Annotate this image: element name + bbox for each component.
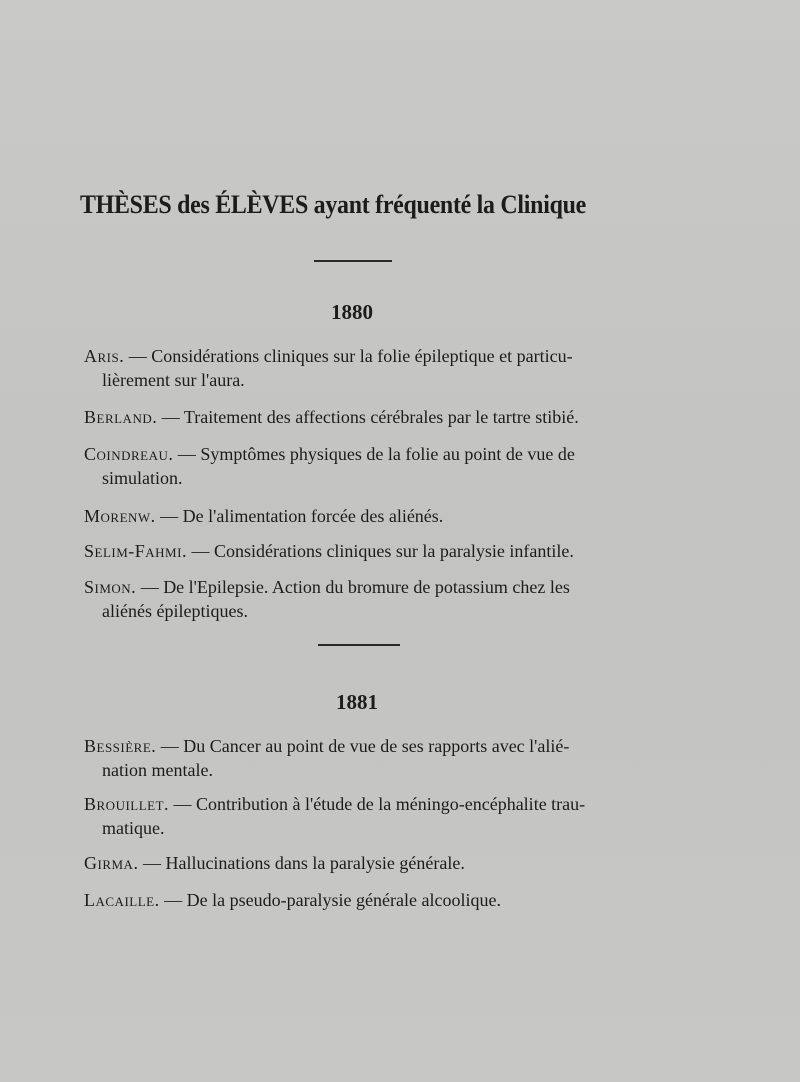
entry-text: — Symptômes physiques de la folie au point de vue de [173, 444, 575, 464]
entry-continuation: lièrement sur l'aura. [102, 370, 245, 390]
entry-continuation: simulation. [102, 468, 183, 488]
section-year: 1880 [331, 300, 373, 324]
thesis-entry [84, 344, 632, 392]
entry-continuation: aliénés épileptiques. [102, 601, 248, 621]
thesis-entry [84, 504, 632, 528]
entry-text: — Considérations cliniques sur la folie épileptique et particu- [124, 346, 573, 366]
thesis-entry [84, 734, 632, 782]
entry-text: — Considérations cliniques sur la paralysie infantile. [186, 541, 574, 561]
entry-text: — Du Cancer au point de vue de ses rapports avec l'alié- [156, 736, 570, 756]
entry-author: Berland. [84, 407, 158, 427]
thesis-entry [84, 792, 632, 840]
entry-author: Girma. [84, 853, 139, 873]
entry-author: Aris. [84, 346, 125, 366]
entry-text: — De l'Epilepsie. Action du bromure de potassium chez les [136, 577, 570, 597]
entry-text: — De la pseudo-paralysie générale alcoolique. [159, 890, 501, 910]
thesis-entry [84, 851, 632, 875]
entry-text: — Hallucinations dans la paralysie générale. [138, 853, 465, 873]
title-rule [314, 260, 392, 262]
entry-author: Bessière. [84, 736, 157, 756]
entry-continuation: matique. [102, 818, 165, 838]
entry-text: — De l'alimentation forcée des aliénés. [155, 506, 444, 526]
thesis-entry [84, 539, 632, 563]
thesis-entry [84, 888, 632, 912]
thesis-entry [84, 442, 632, 490]
entry-text: — Traitement des affections cérébrales par le tartre stibié. [157, 407, 579, 427]
section-rule [318, 644, 400, 646]
entry-continuation: nation mentale. [102, 760, 213, 780]
entry-author: Morenw. [84, 506, 156, 526]
entry-text: — Contribution à l'étude de la méningo-encéphalite trau- [169, 794, 586, 814]
entry-author: Simon. [84, 577, 137, 597]
page-title: THÈSES des ÉLÈVES ayant fréquenté la Clinique [80, 190, 586, 219]
thesis-entry [84, 405, 632, 429]
entry-author: Coindreau. [84, 444, 174, 464]
thesis-entry [84, 575, 632, 623]
section-year: 1881 [336, 690, 378, 714]
entry-author: Selim-Fahmi. [84, 541, 187, 561]
entry-author: Lacaille. [84, 890, 160, 910]
entry-author: Brouillet. [84, 794, 170, 814]
